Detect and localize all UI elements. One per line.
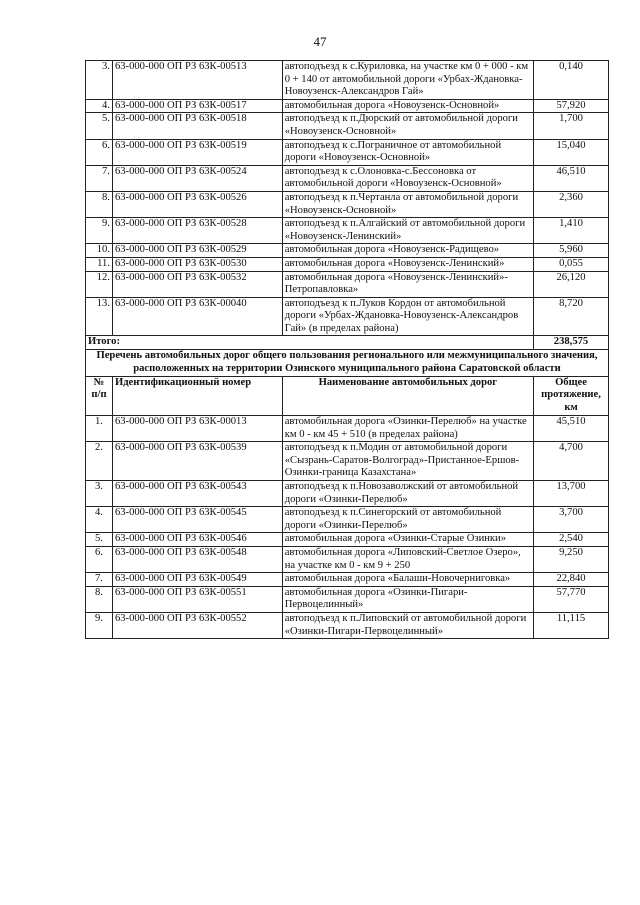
table-row: [86, 533, 609, 547]
table-row: [86, 442, 609, 481]
total-row: [86, 336, 609, 350]
row-road-name: автомобильная дорога «Новоузенск-Ленинский»: [282, 257, 533, 271]
row-number: 6.: [86, 139, 113, 165]
row-identifier: 63-000-000 ОП РЗ 63К-00543: [112, 481, 282, 507]
roads-table-bottom-section: [86, 416, 609, 639]
row-number: 7.: [86, 573, 113, 587]
row-road-name: автоподъезд к п.Модин от автомобильной дороги «Сызрань-Саратов-Волгоград»-Пристанное-Ершов-Озинки-граница Казахстана»: [282, 442, 533, 481]
row-identifier: 63-000-000 ОП РЗ 63К-00532: [112, 271, 282, 297]
row-road-name: автоподъезд к п.Чертанла от автомобильной дороги «Новоузенск-Основной»: [282, 191, 533, 217]
row-identifier: 63-000-000 ОП РЗ 63К-00530: [112, 257, 282, 271]
row-length: 11,115: [534, 612, 609, 638]
row-identifier: 63-000-000 ОП РЗ 63К-00519: [112, 139, 282, 165]
row-length: 57,770: [534, 586, 609, 612]
row-road-name: автоподъезд к п.Липовский от автомобильной дороги «Озинки-Пигари-Первоцелинный»: [282, 612, 533, 638]
row-length: 0,055: [534, 257, 609, 271]
table-header-row: [86, 376, 609, 415]
header-length: Общее протяжение, км: [534, 376, 609, 415]
row-identifier: 63-000-000 ОП РЗ 63К-00545: [112, 507, 282, 533]
row-number: 8.: [86, 586, 113, 612]
table-row: [86, 257, 609, 271]
table-row: [86, 61, 609, 100]
row-number: 5.: [86, 533, 113, 547]
row-number: 5.: [86, 113, 113, 139]
table-row: [86, 507, 609, 533]
row-identifier: 63-000-000 ОП РЗ 63К-00548: [112, 546, 282, 572]
table-row: [86, 99, 609, 113]
row-number: 3.: [86, 481, 113, 507]
totals-section: [86, 336, 609, 416]
row-number: 1.: [86, 416, 113, 442]
row-number: 10.: [86, 244, 113, 258]
section-title-row: [86, 350, 609, 377]
table-row: [86, 271, 609, 297]
table-row: [86, 481, 609, 507]
row-length: 2,360: [534, 191, 609, 217]
row-road-name: автоподъезд к с.Олоновка-с.Бессоновка от автомобильной дороги «Новоузенск-Основной»: [282, 165, 533, 191]
row-identifier: 63-000-000 ОП РЗ 63К-00551: [112, 586, 282, 612]
total-value: 238,575: [534, 336, 609, 350]
row-identifier: 63-000-000 ОП РЗ 63К-00528: [112, 218, 282, 244]
table-row: [86, 546, 609, 572]
table-row: [86, 244, 609, 258]
row-identifier: 63-000-000 ОП РЗ 63К-00552: [112, 612, 282, 638]
row-length: 45,510: [534, 416, 609, 442]
row-road-name: автомобильная дорога «Озинки-Старые Озинки»: [282, 533, 533, 547]
table-row: [86, 113, 609, 139]
row-identifier: 63-000-000 ОП РЗ 63К-00013: [112, 416, 282, 442]
row-road-name: автомобильная дорога «Озинки-Пигари-Первоцелинный»: [282, 586, 533, 612]
row-number: 4.: [86, 507, 113, 533]
row-number: 8.: [86, 191, 113, 217]
row-length: 13,700: [534, 481, 609, 507]
row-number: 4.: [86, 99, 113, 113]
row-road-name: автоподъезд к с.Пограничное от автомобильной дороги «Новоузенск-Основной»: [282, 139, 533, 165]
table-row: [86, 191, 609, 217]
row-road-name: автоподъезд к п.Новозаволжский от автомобильной дороги «Озинки-Перелюб»: [282, 481, 533, 507]
table-row: [86, 586, 609, 612]
row-length: 2,540: [534, 533, 609, 547]
row-length: 4,700: [534, 442, 609, 481]
total-label: Итого:: [86, 336, 534, 350]
row-road-name: автомобильная дорога «Новоузенск-Радищево»: [282, 244, 533, 258]
row-road-name: автомобильная дорога «Озинки-Перелюб» на участке км 0 - км 45 + 510 (в пределах района): [282, 416, 533, 442]
row-road-name: автоподъезд к п.Дюрский от автомобильной дороги «Новоузенск-Основной»: [282, 113, 533, 139]
row-identifier: 63-000-000 ОП РЗ 63К-00518: [112, 113, 282, 139]
row-number: 9.: [86, 612, 113, 638]
roads-table-top-section: [86, 61, 609, 336]
row-road-name: автоподъезд к п.Синегорский от автомобильной дороги «Озинки-Перелюб»: [282, 507, 533, 533]
table-row: [86, 573, 609, 587]
table-row: [86, 139, 609, 165]
row-length: 9,250: [534, 546, 609, 572]
row-length: 22,840: [534, 573, 609, 587]
row-road-name: автомобильная дорога «Новоузенск-Ленинский»-Петропавловка»: [282, 271, 533, 297]
row-road-name: автомобильная дорога «Липовский-Светлое Озеро», на участке км 0 - км 9 + 250: [282, 546, 533, 572]
row-identifier: 63-000-000 ОП РЗ 63К-00040: [112, 297, 282, 336]
row-length: 26,120: [534, 271, 609, 297]
row-identifier: 63-000-000 ОП РЗ 63К-00529: [112, 244, 282, 258]
table-row: [86, 165, 609, 191]
header-name: Наименование автомобильных дорог: [282, 376, 533, 415]
row-identifier: 63-000-000 ОП РЗ 63К-00546: [112, 533, 282, 547]
row-length: 1,700: [534, 113, 609, 139]
row-road-name: автоподъезд к п.Луков Кордон от автомобильной дороги «Урбах-Ждановка-Новоузенск-Александров Гай» (в пределах района): [282, 297, 533, 336]
row-road-name: автомобильная дорога «Новоузенск-Основной»: [282, 99, 533, 113]
header-num: № п/п: [86, 376, 113, 415]
row-length: 57,920: [534, 99, 609, 113]
row-identifier: 63-000-000 ОП РЗ 63К-00517: [112, 99, 282, 113]
row-length: 0,140: [534, 61, 609, 100]
row-length: 5,960: [534, 244, 609, 258]
row-number: 6.: [86, 546, 113, 572]
row-number: 11.: [86, 257, 113, 271]
row-identifier: 63-000-000 ОП РЗ 63К-00549: [112, 573, 282, 587]
row-number: 3.: [86, 61, 113, 100]
table-row: [86, 297, 609, 336]
row-road-name: автоподъезд к с.Куриловка, на участке км 0 + 000 - км 0 + 140 от автомобильной дороги «Урбах-Ждановка-Новоузенск-Александров Гай»: [282, 61, 533, 100]
row-identifier: 63-000-000 ОП РЗ 63К-00526: [112, 191, 282, 217]
row-number: 9.: [86, 218, 113, 244]
row-number: 12.: [86, 271, 113, 297]
table-row: [86, 612, 609, 638]
row-road-name: автоподъезд к п.Алгайский от автомобильной дороги «Новоузенск-Ленинский»: [282, 218, 533, 244]
row-length: 3,700: [534, 507, 609, 533]
row-length: 1,410: [534, 218, 609, 244]
row-road-name: автомобильная дорога «Балаши-Новочерниговка»: [282, 573, 533, 587]
roads-table: [85, 60, 609, 639]
table-row: [86, 416, 609, 442]
row-number: 2.: [86, 442, 113, 481]
header-id: Идентификационный номер: [112, 376, 282, 415]
row-identifier: 63-000-000 ОП РЗ 63К-00539: [112, 442, 282, 481]
row-length: 8,720: [534, 297, 609, 336]
table-row: [86, 218, 609, 244]
page-number: 47: [313, 34, 327, 49]
row-number: 13.: [86, 297, 113, 336]
section-title: Перечень автомобильных дорог общего пользования регионального или межмуниципального значения, расположенных на территории Озинского муниципального района Саратовской области: [86, 350, 609, 377]
row-length: 46,510: [534, 165, 609, 191]
row-length: 15,040: [534, 139, 609, 165]
row-number: 7.: [86, 165, 113, 191]
row-identifier: 63-000-000 ОП РЗ 63К-00513: [112, 61, 282, 100]
row-identifier: 63-000-000 ОП РЗ 63К-00524: [112, 165, 282, 191]
